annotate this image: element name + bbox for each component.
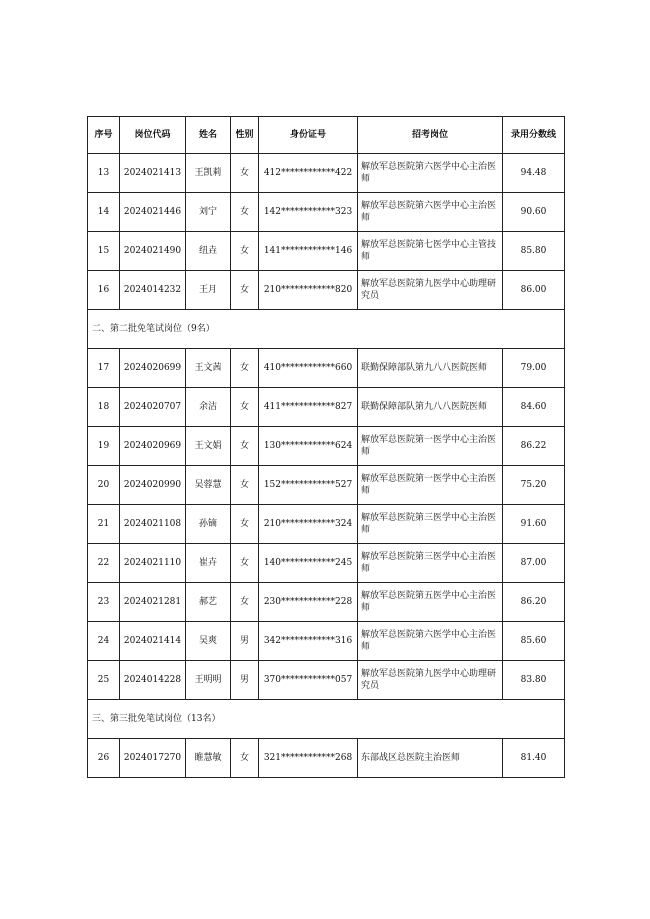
cell-post: 解放军总医院第三医学中心主治医师 <box>358 544 503 583</box>
section-row <box>88 310 565 349</box>
cell-id: 140************245 <box>259 544 358 583</box>
table-row <box>88 154 565 193</box>
cell-no: 18 <box>88 388 120 427</box>
cell-id: 342************316 <box>259 622 358 661</box>
cell-id: 321************268 <box>259 739 358 778</box>
cell-id: 370************057 <box>259 661 358 700</box>
cell-id: 141************146 <box>259 232 358 271</box>
table-header-row <box>88 117 565 154</box>
cell-code: 2024017270 <box>120 739 186 778</box>
cell-gender: 女 <box>231 271 259 310</box>
cell-post: 解放军总医院第九医学中心助理研究员 <box>358 661 503 700</box>
table-row <box>88 427 565 466</box>
cell-code: 2024021110 <box>120 544 186 583</box>
cell-no: 17 <box>88 349 120 388</box>
cell-name: 吴蓉慧 <box>186 466 231 505</box>
header-name: 姓名 <box>186 117 231 154</box>
cell-id: 130************624 <box>259 427 358 466</box>
cell-id: 210************820 <box>259 271 358 310</box>
cell-score: 85.80 <box>503 232 565 271</box>
cell-gender: 女 <box>231 505 259 544</box>
cell-post: 解放军总医院第一医学中心主治医师 <box>358 427 503 466</box>
cell-gender: 女 <box>231 583 259 622</box>
cell-name: 纽垚 <box>186 232 231 271</box>
cell-score: 75.20 <box>503 466 565 505</box>
cell-score: 85.60 <box>503 622 565 661</box>
cell-post: 解放军总医院第三医学中心主治医师 <box>358 505 503 544</box>
table-row <box>88 388 565 427</box>
section-title: 二、第二批免笔试岗位（9名） <box>88 310 565 349</box>
cell-post: 联勤保障部队第九八八医院医师 <box>358 349 503 388</box>
cell-code: 2024021413 <box>120 154 186 193</box>
table-row <box>88 661 565 700</box>
cell-post: 联勤保障部队第九八八医院医师 <box>358 388 503 427</box>
cell-no: 19 <box>88 427 120 466</box>
cell-name: 郝艺 <box>186 583 231 622</box>
cell-no: 16 <box>88 271 120 310</box>
cell-post: 解放军总医院第六医学中心主治医师 <box>358 193 503 232</box>
cell-code: 2024020990 <box>120 466 186 505</box>
cell-name: 王月 <box>186 271 231 310</box>
admission-score-table <box>87 116 565 778</box>
cell-name: 吴爽 <box>186 622 231 661</box>
table-row <box>88 232 565 271</box>
cell-score: 86.20 <box>503 583 565 622</box>
cell-score: 83.80 <box>503 661 565 700</box>
table-row <box>88 544 565 583</box>
cell-name: 孙镝 <box>186 505 231 544</box>
cell-name: 刘宁 <box>186 193 231 232</box>
table-row <box>88 193 565 232</box>
cell-code: 2024021490 <box>120 232 186 271</box>
cell-code: 2024021446 <box>120 193 186 232</box>
cell-name: 王文茜 <box>186 349 231 388</box>
header-score: 录用分数线 <box>503 117 565 154</box>
header-code: 岗位代码 <box>120 117 186 154</box>
cell-no: 14 <box>88 193 120 232</box>
cell-code: 2024020707 <box>120 388 186 427</box>
cell-score: 91.60 <box>503 505 565 544</box>
cell-gender: 女 <box>231 349 259 388</box>
cell-id: 230************228 <box>259 583 358 622</box>
cell-no: 21 <box>88 505 120 544</box>
cell-post: 解放军总医院第六医学中心主治医师 <box>358 622 503 661</box>
cell-code: 2024014228 <box>120 661 186 700</box>
cell-code: 2024020969 <box>120 427 186 466</box>
cell-no: 13 <box>88 154 120 193</box>
section-title: 三、第三批免笔试岗位（13名） <box>88 700 565 739</box>
cell-gender: 女 <box>231 427 259 466</box>
cell-post: 解放军总医院第五医学中心主治医师 <box>358 583 503 622</box>
cell-code: 2024021108 <box>120 505 186 544</box>
cell-no: 20 <box>88 466 120 505</box>
cell-id: 210************324 <box>259 505 358 544</box>
cell-score: 87.00 <box>503 544 565 583</box>
cell-name: 王文娟 <box>186 427 231 466</box>
table-row <box>88 622 565 661</box>
cell-gender: 男 <box>231 622 259 661</box>
cell-id: 410************660 <box>259 349 358 388</box>
cell-score: 79.00 <box>503 349 565 388</box>
cell-post: 解放军总医院第七医学中心主管技师 <box>358 232 503 271</box>
cell-id: 412************422 <box>259 154 358 193</box>
cell-post: 解放军总医院第六医学中心主治医师 <box>358 154 503 193</box>
header-gender: 性别 <box>231 117 259 154</box>
cell-score: 86.22 <box>503 427 565 466</box>
table-row <box>88 466 565 505</box>
cell-name: 崔卉 <box>186 544 231 583</box>
cell-name: 王凯莉 <box>186 154 231 193</box>
cell-post: 解放军总医院第九医学中心助理研究员 <box>358 271 503 310</box>
cell-score: 90.60 <box>503 193 565 232</box>
cell-no: 25 <box>88 661 120 700</box>
table-row <box>88 349 565 388</box>
header-id: 身份证号 <box>259 117 358 154</box>
cell-no: 22 <box>88 544 120 583</box>
cell-no: 26 <box>88 739 120 778</box>
header-post: 招考岗位 <box>358 117 503 154</box>
cell-id: 152************527 <box>259 466 358 505</box>
cell-gender: 女 <box>231 466 259 505</box>
cell-score: 86.00 <box>503 271 565 310</box>
cell-score: 84.60 <box>503 388 565 427</box>
table-row <box>88 505 565 544</box>
cell-code: 2024014232 <box>120 271 186 310</box>
cell-code: 2024021414 <box>120 622 186 661</box>
cell-post: 解放军总医院第一医学中心主治医师 <box>358 466 503 505</box>
cell-no: 24 <box>88 622 120 661</box>
cell-id: 142************323 <box>259 193 358 232</box>
cell-gender: 女 <box>231 193 259 232</box>
cell-code: 2024020699 <box>120 349 186 388</box>
table-row <box>88 583 565 622</box>
cell-gender: 女 <box>231 388 259 427</box>
section-row <box>88 700 565 739</box>
cell-score: 94.48 <box>503 154 565 193</box>
table-row <box>88 271 565 310</box>
cell-post: 东部战区总医院主治医师 <box>358 739 503 778</box>
cell-no: 15 <box>88 232 120 271</box>
cell-name: 睢慧敏 <box>186 739 231 778</box>
cell-gender: 女 <box>231 154 259 193</box>
header-no: 序号 <box>88 117 120 154</box>
cell-name: 余洁 <box>186 388 231 427</box>
cell-code: 2024021281 <box>120 583 186 622</box>
cell-no: 23 <box>88 583 120 622</box>
cell-name: 王明明 <box>186 661 231 700</box>
table-body <box>88 154 565 778</box>
cell-score: 81.40 <box>503 739 565 778</box>
cell-gender: 女 <box>231 739 259 778</box>
cell-gender: 女 <box>231 232 259 271</box>
cell-id: 411************827 <box>259 388 358 427</box>
table-row <box>88 739 565 778</box>
cell-gender: 女 <box>231 544 259 583</box>
cell-gender: 男 <box>231 661 259 700</box>
